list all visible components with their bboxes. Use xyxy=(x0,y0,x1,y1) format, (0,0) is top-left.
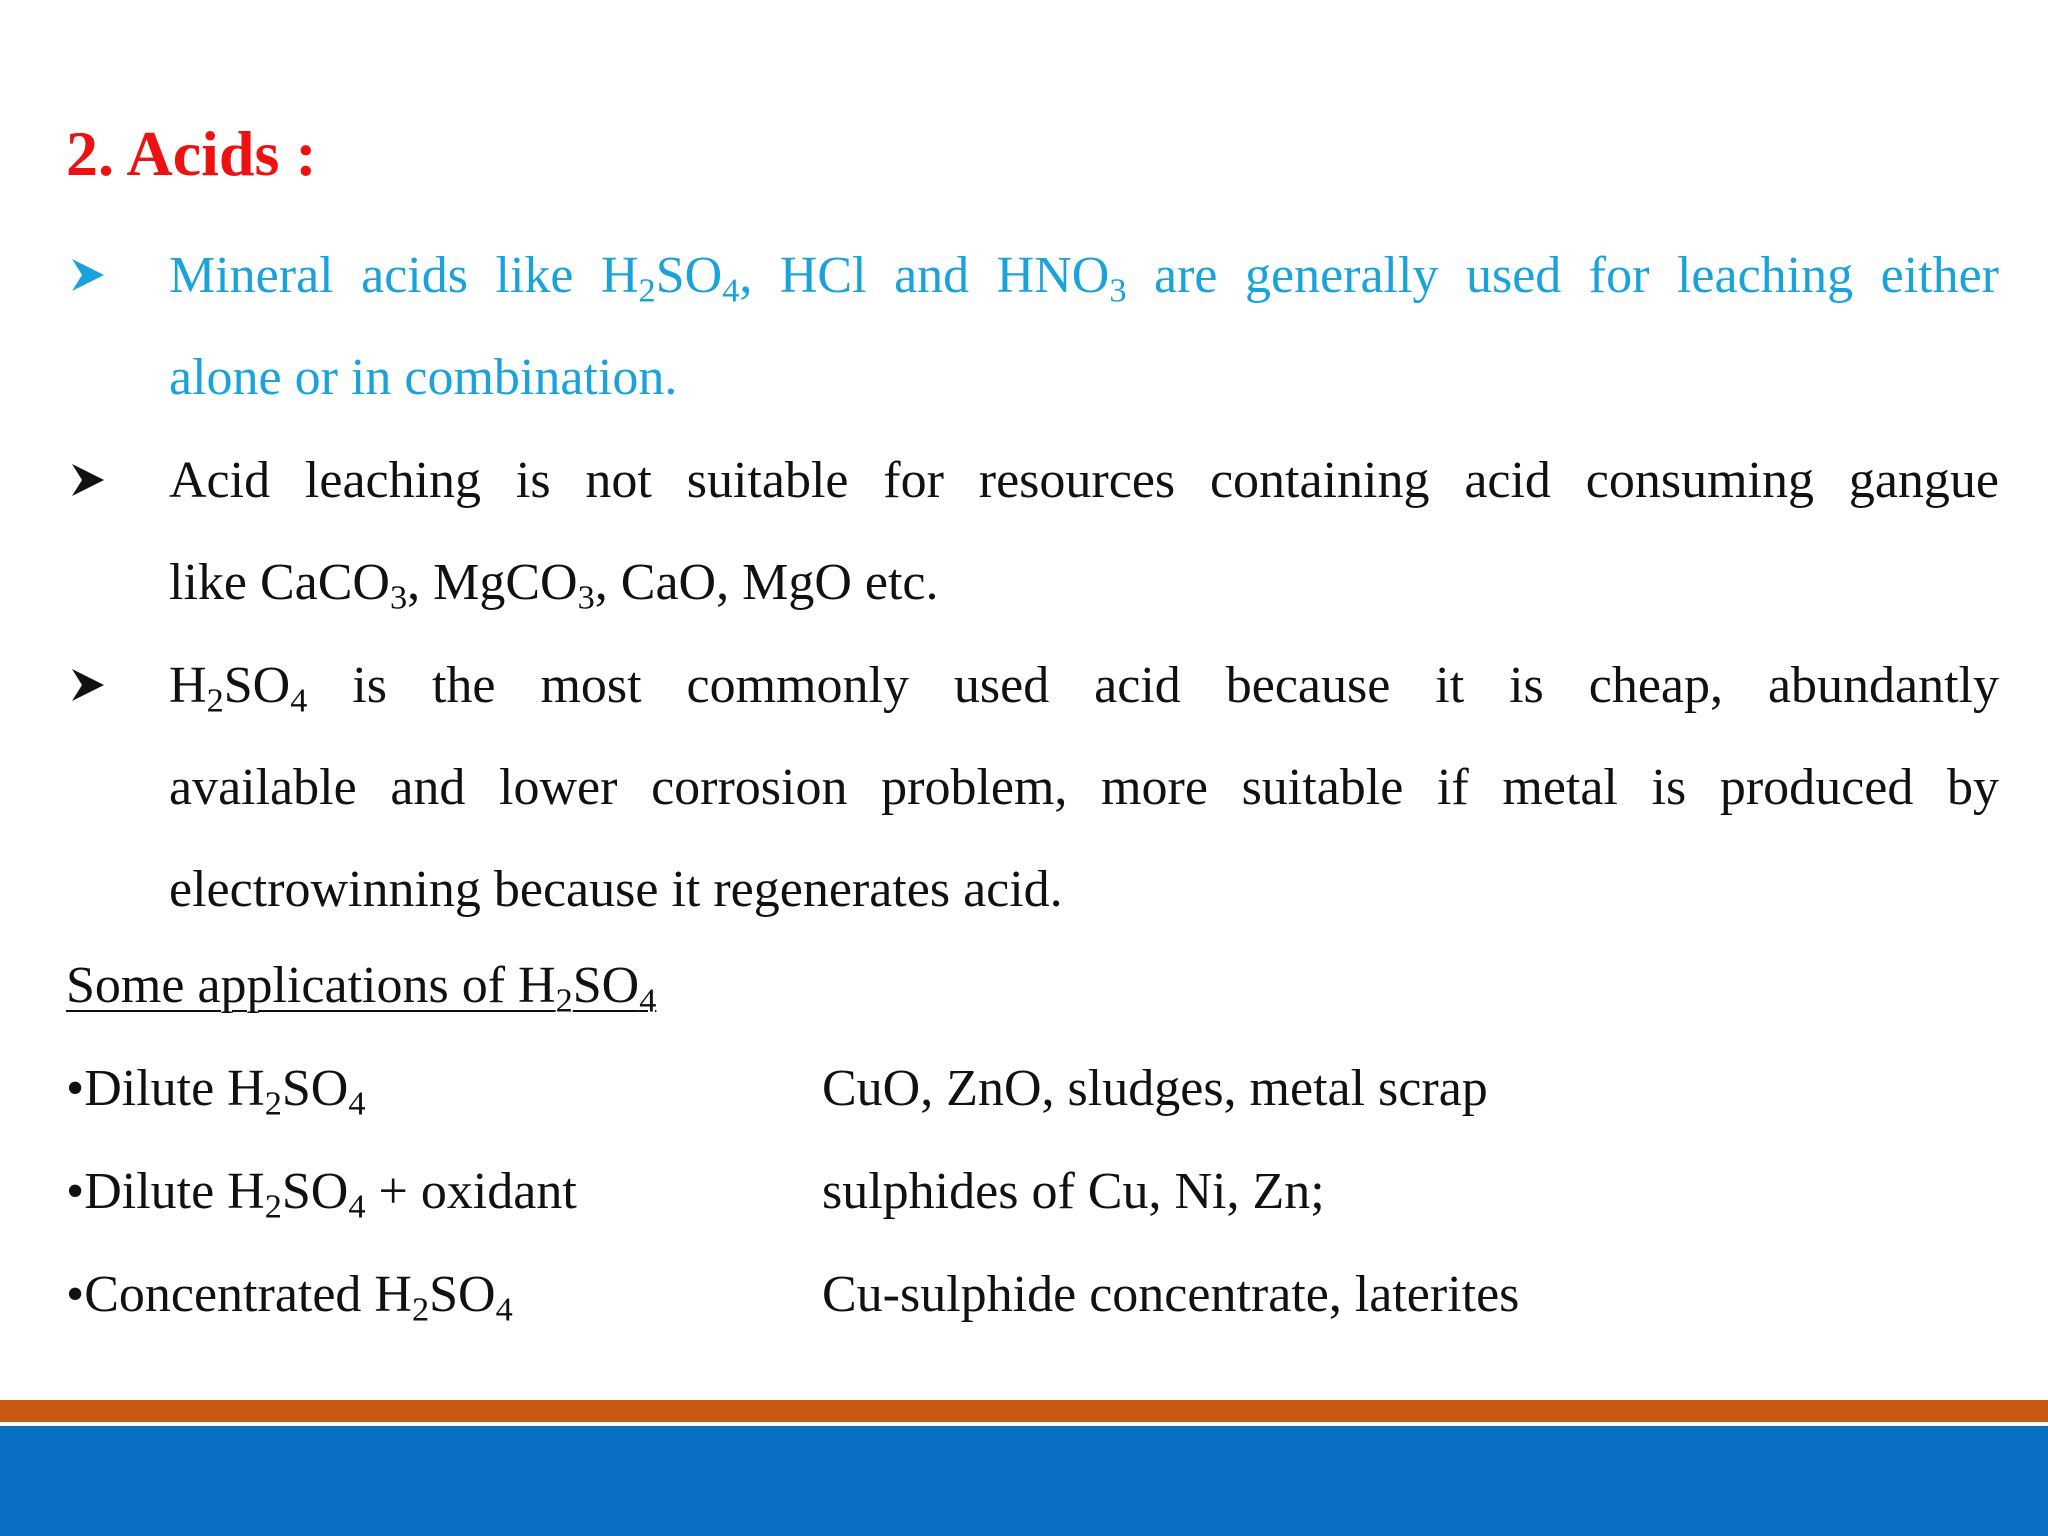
application-row xyxy=(0,1163,2048,1230)
applications-heading: Some applications of $H_2SO_4$ xyxy=(66,957,657,1020)
arrowhead-bullet-icon xyxy=(68,665,108,705)
slide-title: 2. Acids : xyxy=(66,118,317,189)
footer-orange-stripe xyxy=(0,1400,2048,1422)
application-reagent: •Dilute $H_2SO_4$ + oxidant xyxy=(66,1163,577,1226)
application-reagent: •Concentrated $H_2SO_4$ xyxy=(66,1266,513,1329)
footer-blue-band xyxy=(0,1426,2048,1536)
bullet-2-line-2: like CaCO$_3$, MgCO$_3$, CaO, MgO etc. xyxy=(169,554,939,617)
bullet-3-line-1: $H_2SO_4$ is the most commonly used acid because it is cheap, abundantly xyxy=(169,657,1999,720)
application-reagent: •Dilute $H_2SO_4$ xyxy=(66,1060,366,1123)
bullet-3-line-2: available and lower corrosion problem, more suitable if metal is produced by xyxy=(169,759,1999,816)
application-row xyxy=(0,1266,2048,1333)
application-use: sulphides of Cu, Ni, Zn; xyxy=(822,1163,1325,1220)
application-use: CuO, ZnO, sludges, metal scrap xyxy=(822,1060,1488,1117)
bullet-3-line-3: electrowinning because it regenerates acid. xyxy=(169,861,1063,918)
bullet-2-line-1: Acid leaching is not suitable for resources containing acid consuming gangue xyxy=(169,452,1999,509)
bullet-1-line-2: alone or in combination. xyxy=(169,349,678,406)
bullet-1-line-1: Mineral acids like $H_2SO_4$, HCl and $HNO_3$ are generally used for leaching either xyxy=(169,247,1999,310)
application-use: Cu-sulphide concentrate, laterites xyxy=(822,1266,1520,1323)
arrowhead-bullet-icon xyxy=(68,255,108,295)
arrowhead-bullet-icon xyxy=(68,460,108,500)
application-row xyxy=(0,1060,2048,1127)
